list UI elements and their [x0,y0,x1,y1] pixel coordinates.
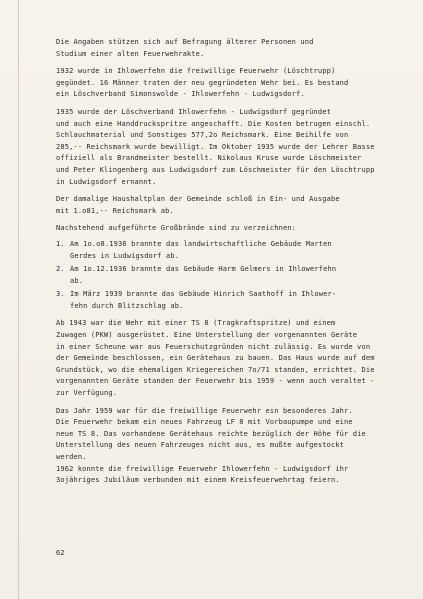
paragraph-1943-equipment: Ab 1943 war die Wehr mit einer TS 8 (Tragkraftspritze) und einem Zuwagen (PKW) ausgerüstet. Eine Unterstellung der vorgenannten Geräte in einer Scheune war aus Feuerschutzgründen nicht zulässig. Es wurde von der Gemeinde beschlossen, ein Gerätehaus zu bauen. Das Haus wurde auf dem Grundstück, wo die ehemaligen Kriegereichen 7o/71 standen, errichtet. Die vorgenannten Geräte standen der Feuerwehr bis 1959 - wenn auch veraltet - zur Verfügung. [56,319,375,398]
list-item-number: 1. [56,239,65,248]
paragraph-budget: Der damalige Haushaltplan der Gemeinde schloß in Ein- und Ausgabe mit 1.o81,-- Reichsmark ab. [56,195,340,215]
paragraph-fires-intro: Nachstehend aufgeführte Großbrände sind zu verzeichnen: [56,224,297,233]
list-item-text: Am 1o.o8.1936 brannte das landwirtschaftliche Gebäude Marten Gerdes in Ludwigsdorf ab. [70,239,332,260]
paragraph-1935: 1935 wurde der Löschverband Ihlowerfehn - Ludwigsdorf gegründet und auch eine Handdruckspritze angeschafft. Die Kosten betrugen einschl. Schlauchmaterial und Sonstiges 577,2o Reichsmark. Eine Beihilfe von 285,-- Reichsmark wurde bewilligt. Im Oktober 1935 wurde der Lehrer Basse offiziell als Brandmeister bestellt. Nikolaus Kruse wurde Löschmeister und Peter Klingenberg aus Ludwigsdorf zum Löschmeister für den Löschtrupp in Ludwigsdorf ernannt. [56,107,375,186]
paragraph-founding-1932: 1932 wurde in Ihlowerfehn die freiwillige Feuerwehr (Löschtrupp) gegündet. 16 Männer traten der neu gegründeten Wehr bei. Es bestand ein Löschverband Simonswolde - Ihlowerfehn - Ludwigsdorf. [56,67,349,99]
list-item-text: Im März 1939 brannte das Gebäude Hinrich Saathoff in Ihlower- fehn durch Blitzschlag ab. [70,290,337,310]
list-item [56,289,376,312]
list-item-text: Am 1o.12.1936 brannte das Gebäude Harm Gelmers in Ihlowerfehn ab. [70,265,337,285]
list-item [56,239,376,262]
list-item [56,264,376,287]
fires-list [56,239,376,313]
paragraph-sources: Die Angaben stützen sich auf Befragung älterer Personen und Studium einer alten Feuerwehrakte. [56,38,314,58]
paragraph-1959: Das Jahr 1959 war für die freiwillige Feuerwehr ein besonderes Jahr. Die Feuerwehr bekam ein neues Fahrzeug LF 8 mit Vorbaupumpe und eine neue TS 8. Das vorhandene Gerätehaus reichte bezüglich der Höhe für die Unterstellung des neuen Fahrzeuges nicht aus, es mußte aufgestockt werden. 1962 konnte die freiwillige Feuerwehr Ihlowerfehn - Ludwigsdorf ihr 3ojähriges Jubiläum verbunden mit einem Kreisfeuerwehrtag feiern. [56,406,366,485]
list-item-number: 3. [56,290,65,299]
document-body [56,37,376,493]
list-item-number: 2. [56,265,65,274]
page-edge-line [18,0,19,599]
page-number: 62 [56,549,65,557]
